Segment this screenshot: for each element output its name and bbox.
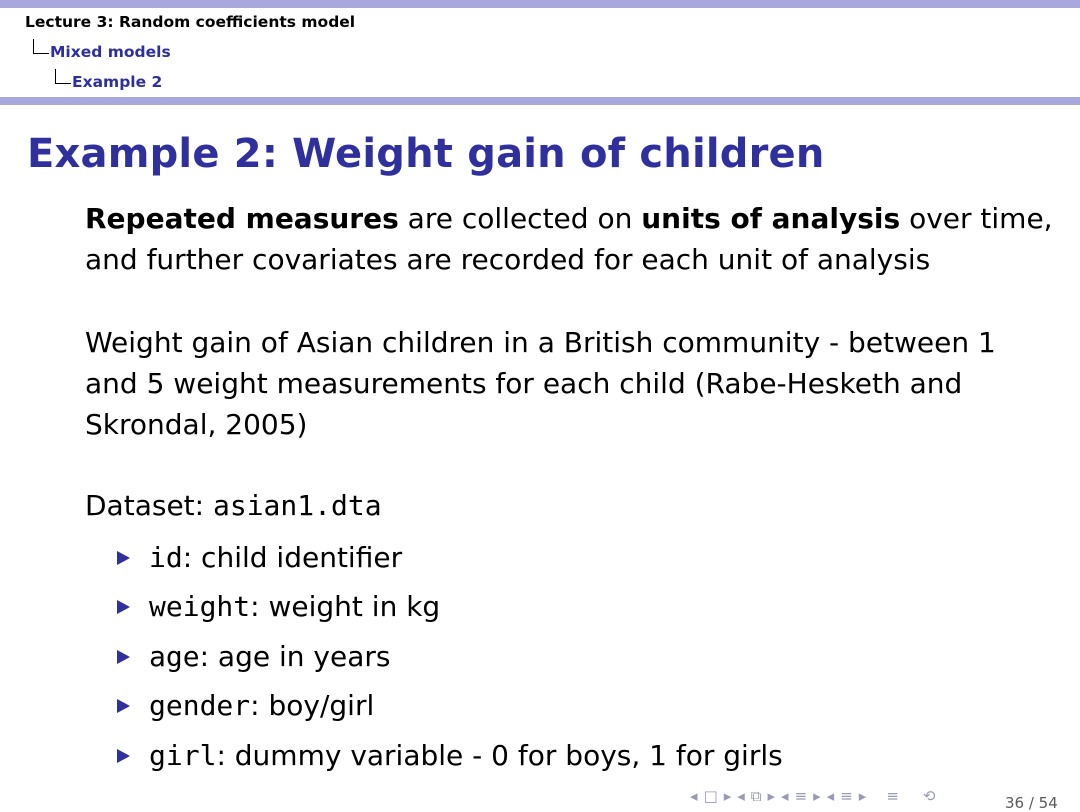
header-bottom-bar xyxy=(0,97,1080,105)
beamer-navigation-bar xyxy=(690,784,935,808)
paragraph-repeated-measures: Repeated measures are collected on units of analysis over time, and further covariates are recorded for each unit of analysis xyxy=(85,202,1053,276)
nav-frame-box-icon[interactable]: □ xyxy=(703,787,718,805)
nav-subsection-icon[interactable]: ⧉ xyxy=(750,787,762,805)
section-title[interactable]: Mixed models xyxy=(50,43,171,61)
bold-term: Repeated measures xyxy=(85,202,399,235)
bold-term: units of analysis xyxy=(641,202,901,235)
list-item xyxy=(117,583,783,633)
variable-description: : child identifier xyxy=(182,540,403,574)
paragraph-weight-gain: Weight gain of Asian children in a British community - between 1 and 5 weight measurements for each child (Rabe-Hesketh and Skrondal, 2005) xyxy=(85,326,996,441)
tree-connector xyxy=(33,39,49,54)
variable-name: weight xyxy=(149,590,251,624)
variable-list xyxy=(117,533,783,781)
bullet-triangle-icon xyxy=(117,551,130,565)
variable-description: : age in years xyxy=(199,639,391,673)
nav-section-left-icon[interactable]: ◂ xyxy=(781,787,789,805)
nav-frame-right-icon[interactable]: ▸ xyxy=(723,787,732,805)
dataset-line xyxy=(85,485,382,526)
variable-name: gender xyxy=(149,689,251,723)
nav-equiv-right-icon[interactable]: ▸ xyxy=(858,787,867,805)
nav-subsection-left-icon[interactable]: ◂ xyxy=(737,787,745,805)
variable-description: : boy/girl xyxy=(250,689,375,723)
nav-section-icon[interactable]: ≡ xyxy=(794,787,808,805)
list-item xyxy=(117,632,783,682)
bullet-triangle-icon xyxy=(117,749,130,763)
variable-name: girl xyxy=(149,738,217,772)
bullet-triangle-icon xyxy=(117,600,130,614)
variable-name: id xyxy=(149,540,183,574)
header-top-bar xyxy=(0,0,1080,8)
bullet-triangle-icon xyxy=(117,650,130,664)
list-item xyxy=(117,682,783,732)
page-number: 36 / 54 xyxy=(1005,794,1058,812)
variable-description: : dummy variable - 0 for boys, 1 for girls xyxy=(216,738,783,772)
dataset-label: Dataset: xyxy=(85,489,213,522)
nav-doc-icon[interactable]: ≡ xyxy=(886,787,899,805)
lecture-title[interactable]: Lecture 3: Random coefficients model xyxy=(25,13,356,31)
nav-frame-left-icon[interactable]: ◂ xyxy=(690,787,698,805)
nav-section-right-icon[interactable]: ▸ xyxy=(813,787,821,805)
slide-title: Example 2: Weight gain of children xyxy=(27,131,825,177)
tree-connector xyxy=(55,69,71,84)
variable-name: age xyxy=(149,639,200,673)
variable-description: : weight in kg xyxy=(250,590,441,624)
list-item xyxy=(117,533,783,583)
list-item xyxy=(117,731,783,781)
subsection-title[interactable]: Example 2 xyxy=(72,73,163,91)
nav-equiv-icon[interactable]: ≡ xyxy=(840,787,853,805)
slide-header xyxy=(0,8,1080,98)
nav-equiv-left-icon[interactable]: ◂ xyxy=(826,787,835,805)
nav-subsection-right-icon[interactable]: ▸ xyxy=(767,787,776,805)
search-icon[interactable]: ⟲ xyxy=(922,787,936,805)
bullet-triangle-icon xyxy=(117,699,130,713)
dataset-filename: asian1.dta xyxy=(212,489,382,522)
